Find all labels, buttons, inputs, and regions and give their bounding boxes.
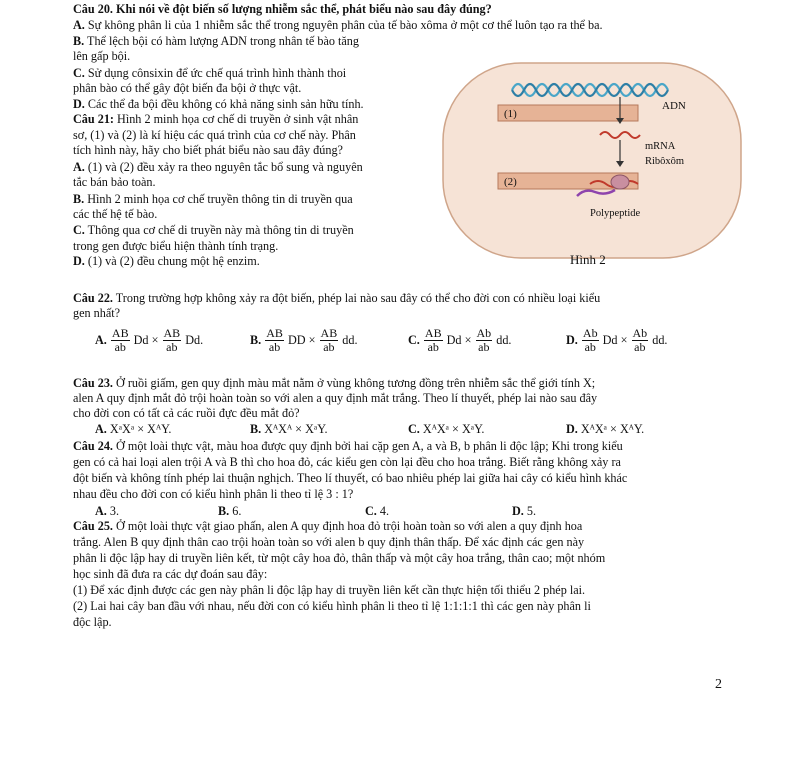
q20-option-a: A. Sự không phân li của 1 nhiễm sắc thể trong nguyên phân của tế bào xôma ở một cơ thể luôn tạo ra thể ba. xyxy=(73,18,603,32)
q24-stem-line2: gen có cả hai loại alen trội A và B thì cho hoa đỏ, các kiểu gen còn lại đều cho hoa trắng. Biết rằng không xảy ra xyxy=(73,455,621,469)
q25-stem-line3: phân li độc lập hay di truyền liên kết, từ một cây hoa đỏ, thân thấp và một cây hoa trắng, thân cao; một nhóm xyxy=(73,551,606,565)
mrna-label: mRNA xyxy=(645,141,676,152)
process-2-label: (2) xyxy=(504,176,517,188)
q20-option-c-line2: phân bào có thể gây đột biến đa bội ở thực vật. xyxy=(73,81,302,95)
q25-statement-2-line2: độc lập. xyxy=(73,615,112,629)
q22-stem-line1: Câu 22. Trong trường hợp không xảy ra đột biến, phép lai nào sau đây có thể cho đời con có nhiều loại kiểu xyxy=(73,291,601,305)
figure-2-diagram xyxy=(440,60,745,265)
ribosome-label: Ribôxôm xyxy=(645,156,685,167)
q21-option-c-line1: C. Thông qua cơ chế di truyền này mà thông tin di truyền xyxy=(73,223,354,237)
q25-stem-line2: trắng. Alen B quy định thân cao trội hoàn toàn so với alen b quy định thân thấp. Để xác định các gen này xyxy=(73,535,585,549)
q24-stem-line4: nhau đều cho đời con có kiểu hình phân li theo tỉ lệ 3 : 1? xyxy=(73,487,354,501)
q23-stem-line3: cho đời con có tất cả các ruồi đực đều mắt đỏ? xyxy=(73,406,300,420)
polypeptide-label: Polypeptide xyxy=(590,208,641,219)
q22-option-d: D. $\frac{Ab}{ab}$ Dd × $\frac{Ab}{ab}$ dd. xyxy=(566,326,668,354)
q24-stem-line3: đột biến và không tính phép lai thuận nghịch. Theo lí thuyết, có bao nhiêu phép lai giữa hai cây có kiểu hình khác xyxy=(73,471,628,485)
q23-option-c: C. XᴬXᵃ × XᵃY. xyxy=(408,422,485,436)
q20-option-b-line2: lên gấp bội. xyxy=(73,49,131,63)
adn-label: ADN xyxy=(662,100,686,112)
q23-option-a: A. XᵃXᵃ × XᴬY. xyxy=(95,422,172,436)
page-number: 2 xyxy=(715,677,722,692)
q21-option-b-line2: các thế hệ tế bào. xyxy=(73,207,158,221)
q20-stem: Câu 20. Khi nói về đột biến số lượng nhiễm sắc thể, phát biểu nào sau đây đúng? xyxy=(73,2,492,16)
cell-outline xyxy=(443,63,741,258)
q21-option-b-line1: B. Hình 2 minh họa cơ chế truyền thông tin di truyền qua xyxy=(73,192,353,206)
q21-stem-line3: tích hình này, hãy cho biết phát biểu nào sau đây đúng? xyxy=(73,143,343,157)
q25-stem-line1: Câu 25. Ở một loài thực vật giao phấn, alen A quy định hoa đỏ trội hoàn toàn so với alen a quy định hoa xyxy=(73,519,583,533)
q25-stem-line4: học sinh đã đưa ra các dự đoán sau đây: xyxy=(73,567,268,581)
q23-option-d: D. XᴬXᵃ × XᴬY. xyxy=(566,422,645,436)
q24-stem-line1: Câu 24. Ở một loài thực vật, màu hoa được quy định bởi hai cặp gen A, a và B, b phân li độc lập; Khi trong kiểu xyxy=(73,439,623,453)
process-1-label: (1) xyxy=(504,108,517,120)
q20-option-d: D. Các thể đa bội đều không có khả năng sinh sản hữu tính. xyxy=(73,97,364,111)
q23-option-b: B. XᴬXᴬ × XᵃY. xyxy=(250,422,328,436)
ribosome-shape xyxy=(611,175,629,189)
q25-statement-2-line1: (2) Lai hai cây ban đầu với nhau, nếu đời con có kiểu hình phân li theo tỉ lệ 1:1:1:1 thì các gen này phân li xyxy=(73,599,591,613)
q24-option-b: B. 6. xyxy=(218,504,242,518)
q22-stem-line2: gen nhất? xyxy=(73,306,121,320)
q23-stem-line1: Câu 23. Ở ruồi giấm, gen quy định màu mắt nằm ở vùng không tương đồng trên nhiễm sắc thể giới tính X; xyxy=(73,376,596,390)
q24-option-a: A. 3. xyxy=(95,504,120,518)
q21-stem-line1: Câu 21: Hình 2 minh họa cơ chế di truyền ở sinh vật nhân xyxy=(73,112,359,126)
q20-option-c-line1: C. Sử dụng cônsixin để ức chế quá trình hình thành thoi xyxy=(73,66,347,80)
q20-option-b-line1: B. Thể lệch bội có hàm lượng ADN trong nhân tế bào tăng xyxy=(73,34,359,48)
q21-option-d: D. (1) và (2) đều chung một hệ enzim. xyxy=(73,254,260,268)
q21-option-c-line2: trong gen được biểu hiện thành tính trạng. xyxy=(73,239,279,253)
q23-stem-line2: alen A quy định mắt đỏ trội hoàn toàn so với alen a quy định mắt trắng. Theo lí thuyết, phép lai nào sau đây xyxy=(73,391,598,405)
q22-option-c: C. $\frac{AB}{ab}$ Dd × $\frac{Ab}{ab}$ dd. xyxy=(408,326,512,354)
q25-statement-1: (1) Để xác định được các gen này phân li độc lập hay di truyền liên kết cần thực hiện tối thiểu 2 phép lai. xyxy=(73,583,586,597)
q22-option-b: B. $\frac{AB}{ab}$ DD × $\frac{AB}{ab}$ dd. xyxy=(250,326,358,354)
q24-option-d: D. 5. xyxy=(512,504,537,518)
figure-caption: Hình 2 xyxy=(570,252,606,267)
q21-stem-line2: sơ, (1) và (2) là kí hiệu các quá trình của cơ chế này. Phân xyxy=(73,128,356,142)
q21-option-a-line2: tắc bán bảo toàn. xyxy=(73,175,156,189)
q24-option-c: C. 4. xyxy=(365,504,390,518)
q22-option-a: A. $\frac{AB}{ab}$ Dd × $\frac{AB}{ab}$ Dd. xyxy=(95,326,204,354)
q21-option-a-line1: A. (1) và (2) đều xảy ra theo nguyên tắc bổ sung và nguyên xyxy=(73,160,363,174)
